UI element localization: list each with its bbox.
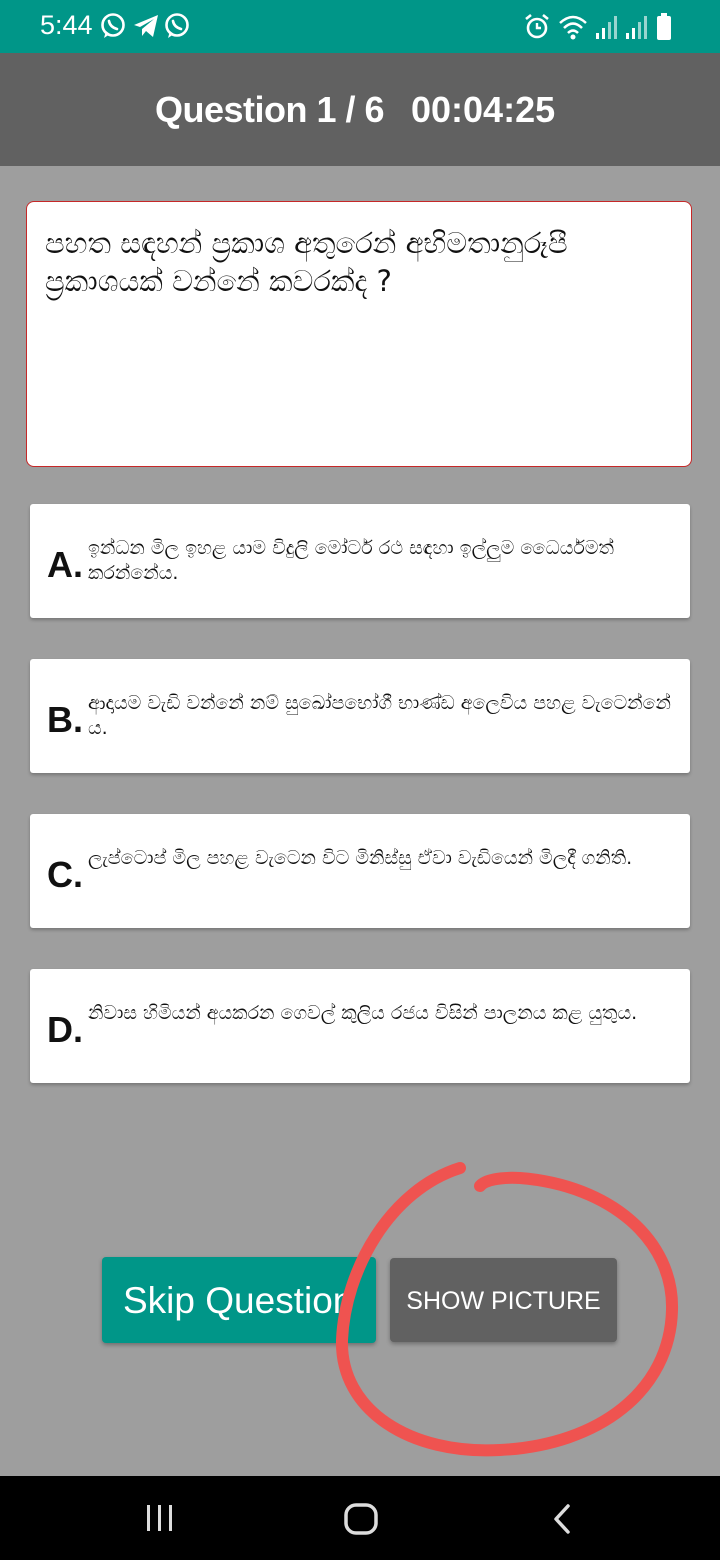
- whatsapp-icon: [100, 12, 126, 40]
- option-letter: A.: [47, 544, 83, 585]
- answer-option-c[interactable]: [30, 814, 690, 928]
- option-letter: B.: [47, 699, 83, 740]
- option-text: ආදායම වැඩි වන්නේ නම් සුඛෝපභෝගී භාණ්ඩ අලෙවිය පහළ වැටෙන්නේ ය.: [88, 692, 671, 739]
- show-picture-label: SHOW PICTURE: [406, 1287, 601, 1315]
- countdown-timer: 00:04:25: [411, 89, 556, 130]
- status-time: 5:44: [40, 10, 93, 40]
- status-bar: [0, 0, 720, 53]
- question-counter: Question 1 / 6: [155, 89, 385, 130]
- skip-question-label: Skip Question: [123, 1280, 354, 1321]
- status-system-icons: [524, 13, 684, 41]
- telegram-icon: [132, 12, 160, 40]
- quiz-header: [0, 53, 720, 166]
- option-text: නිවාස හිමියන් අයකරන ගෙවල් කුලිය රජය විසින් පාලනය කළ යුතුය.: [88, 1002, 638, 1024]
- system-nav-bar: [0, 1476, 720, 1560]
- question-text: පහත සඳහන් ප්‍රකාශ අතුරෙන් අභිමතානුරූපී ප්‍රකාශයක් වන්නේ කවරක්ද ?: [45, 226, 568, 298]
- whatsapp-icon: [164, 12, 190, 40]
- answer-option-b[interactable]: [30, 659, 690, 773]
- option-letter: D.: [47, 1009, 83, 1050]
- answer-option-d[interactable]: [30, 969, 690, 1083]
- signal-icon: [624, 13, 648, 41]
- option-text: ලැප්ටොප් මිල පහළ වැටෙන විට මිනිස්සු ඒවා වැඩියෙන් මිලදී ගනිති.: [88, 847, 633, 869]
- back-icon[interactable]: [548, 1502, 578, 1536]
- battery-icon: [656, 13, 672, 41]
- option-letter: C.: [47, 854, 83, 895]
- wifi-icon: [558, 13, 588, 41]
- option-text: ඉන්ධන මිල ඉහළ යාම විදුලි මෝටර් රථ සඳහා ඉල්ලුම ධෛර්යමත් කරන්නේය.: [88, 537, 614, 584]
- home-icon[interactable]: [343, 1502, 379, 1536]
- show-picture-button[interactable]: [390, 1258, 617, 1342]
- alarm-icon: [524, 13, 550, 41]
- skip-question-button[interactable]: [102, 1257, 376, 1343]
- recent-apps-icon[interactable]: [143, 1502, 177, 1534]
- answer-option-a[interactable]: [30, 504, 690, 618]
- question-card: [26, 201, 692, 467]
- signal-icon: [594, 13, 618, 41]
